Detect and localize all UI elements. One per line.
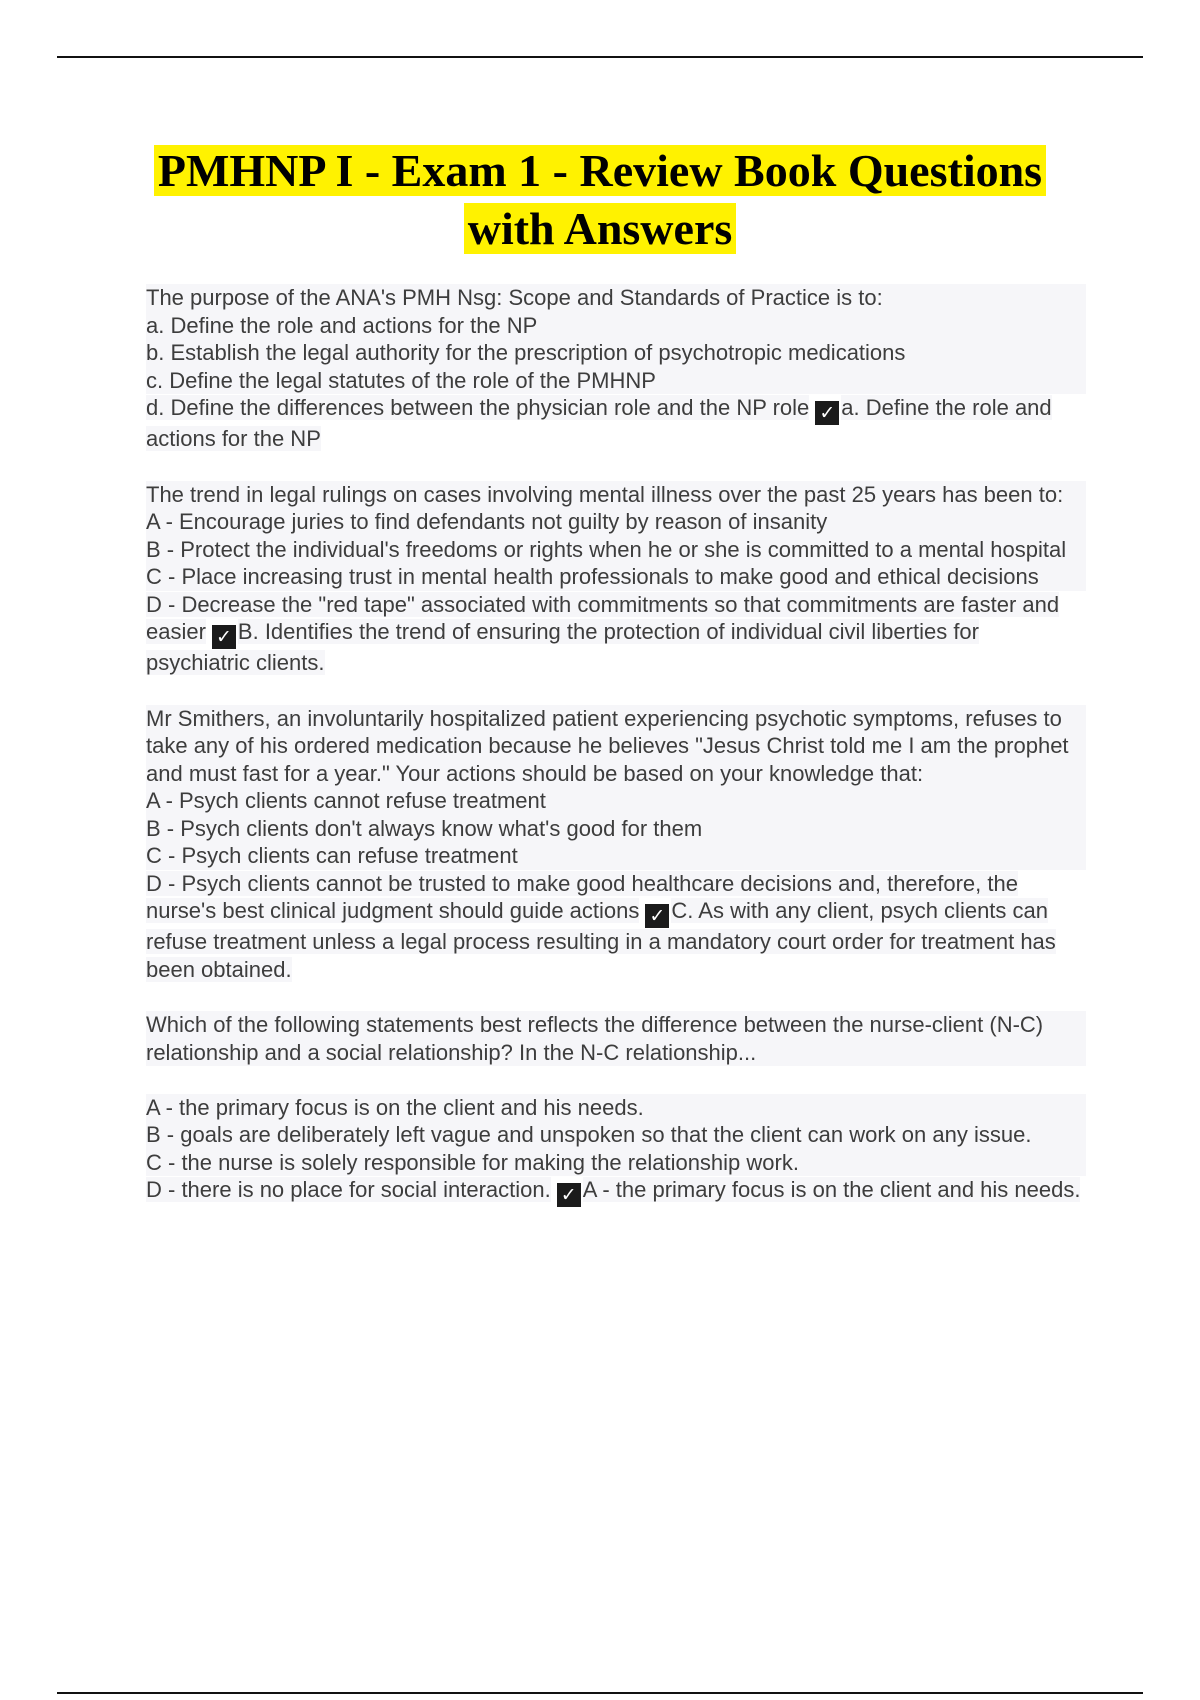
blank-line — [146, 1066, 1086, 1094]
checkmark-icon: ✓ — [815, 401, 839, 425]
top-rule — [57, 56, 1143, 58]
last-option-with-answer — [146, 870, 1086, 984]
option-line: C - the nurse is solely responsible for making the relationship work. — [146, 1149, 1086, 1177]
answer-text: a. Define the role and actions for the NP — [146, 395, 1052, 451]
document-body — [146, 284, 1086, 1235]
option-line: D - there is no place for social interaction. — [146, 1177, 551, 1202]
option-line: c. Define the legal statutes of the role of the PMHNP — [146, 367, 1086, 395]
option-line: A - Encourage juries to find defendants not guilty by reason of insanity — [146, 508, 1086, 536]
last-option-with-answer — [146, 591, 1086, 677]
option-line: C - Psych clients can refuse treatment — [146, 842, 1086, 870]
question-block-4 — [146, 1011, 1086, 1207]
option-line: b. Establish the legal authority for the prescription of psychotropic medications — [146, 339, 1086, 367]
last-option-with-answer — [146, 1176, 1086, 1207]
checkmark-icon: ✓ — [557, 1183, 581, 1207]
option-line: B - goals are deliberately left vague and unspoken so that the client can work on any issue. — [146, 1121, 1086, 1149]
document-title — [0, 142, 1200, 258]
last-option-with-answer — [146, 394, 1086, 453]
option-line: B - Protect the individual's freedoms or rights when he or she is committed to a mental hospital — [146, 536, 1086, 564]
option-line: A - the primary focus is on the client and his needs. — [146, 1094, 1086, 1122]
title-line-2: with Answers — [464, 203, 737, 254]
option-line: B - Psych clients don't always know what's good for them — [146, 815, 1086, 843]
title-line-1: PMHNP I - Exam 1 - Review Book Questions — [154, 145, 1046, 196]
checkmark-icon: ✓ — [645, 904, 669, 928]
question-stem: The trend in legal rulings on cases involving mental illness over the past 25 years has been to: — [146, 481, 1086, 509]
question-block-3 — [146, 705, 1086, 984]
option-line: D - Decrease the "red tape" associated with commitments so that commitments are faster and easier — [146, 591, 1060, 644]
question-block-1 — [146, 284, 1086, 453]
checkmark-icon: ✓ — [212, 625, 236, 649]
question-stem: Which of the following statements best reflects the difference between the nurse-client (N-C) relationship and a social relationship? In the N-C relationship... — [146, 1011, 1086, 1066]
option-line: a. Define the role and actions for the NP — [146, 312, 1086, 340]
option-line: D - Psych clients cannot be trusted to make good healthcare decisions and, therefore, the nurse's best clinical judgment should guide actions — [146, 870, 1018, 923]
question-stem: The purpose of the ANA's PMH Nsg: Scope and Standards of Practice is to: — [146, 284, 1086, 312]
bottom-rule — [57, 1692, 1143, 1694]
option-line: A - Psych clients cannot refuse treatment — [146, 787, 1086, 815]
option-line: C - Place increasing trust in mental health professionals to make good and ethical decisions — [146, 563, 1086, 591]
answer-text: A - the primary focus is on the client and his needs. — [582, 1177, 1081, 1202]
question-stem: Mr Smithers, an involuntarily hospitalized patient experiencing psychotic symptoms, refuses to take any of his ordered medication because he believes "Jesus Christ told me I am the prophet and must fast for a year." Your actions should be based on your knowledge that: — [146, 705, 1086, 788]
answer-text: B. Identifies the trend of ensuring the protection of individual civil liberties for psychiatric clients. — [146, 619, 979, 675]
answer-text: C. As with any client, psych clients can refuse treatment unless a legal process resulting in a mandatory court order for treatment has been obtained. — [146, 898, 1056, 982]
option-line: d. Define the differences between the physician role and the NP role — [146, 395, 810, 420]
question-block-2 — [146, 481, 1086, 677]
